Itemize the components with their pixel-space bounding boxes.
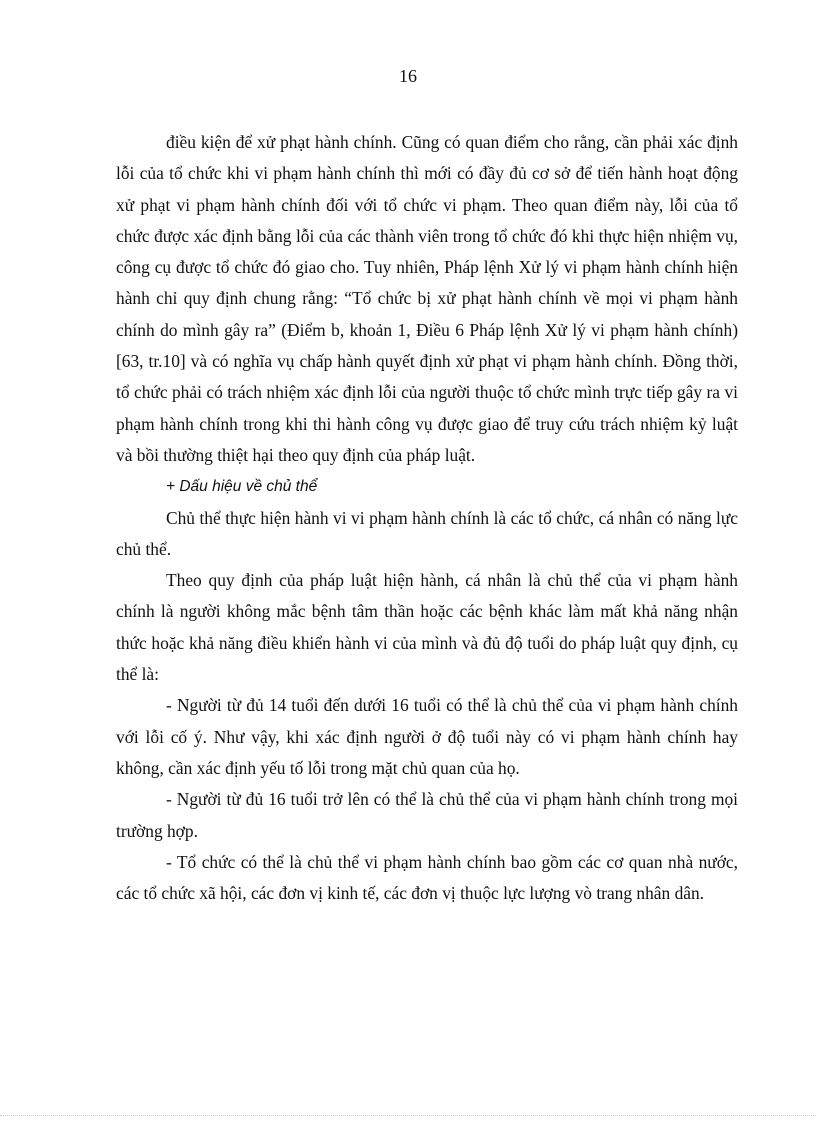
paragraph-subject-definition: Chủ thể thực hiện hành vi vi phạm hành chính là các tổ chức, cá nhân có năng lực chủ thể. xyxy=(116,507,738,559)
page-bottom-divider xyxy=(0,1115,816,1116)
paragraph-organization-fault: điều kiện để xử phạt hành chính. Cũng có quan điểm cho rằng, cần phải xác định lỗi của tổ chức khi vi phạm hành chính thì mới có đầy đủ cơ sở để tiến hành hoạt động xử phạt vi phạm hành chính đối với tổ chức vi phạm. Theo quan điểm này, lỗi của tổ chức được xác định bằng lỗi của các thành viên trong tổ chức đó khi thực hiện nhiệm vụ, công cụ được tổ chức đó giao cho. Tuy nhiên, Pháp lệnh Xử lý vi phạm hành chính hiện hành chỉ quy định chung rằng: “Tổ chức bị xử phạt hành chính về mọi vi phạm hành chính do mình gây ra” (Điểm b, khoản 1, Điều 6 Pháp lệnh Xử lý vi phạm hành chính) [63, tr.10] và có nghĩa vụ chấp hành quyết định xử phạt vi phạm hành chính. Đồng thời, tổ chức phải có trách nhiệm xác định lỗi của người thuộc tổ chức mình trực tiếp gây ra vi phạm hành chính trong khi thi hành công vụ được giao để truy cứu trách nhiệm kỷ luật và bồi thường thiệt hại theo quy định của pháp luật. xyxy=(116,132,738,465)
list-item-organization: - Tổ chức có thể là chủ thể vi phạm hành chính bao gồm các cơ quan nhà nước, các tổ chức xã hội, các đơn vị kinh tế, các đơn vị thuộc lực lượng vò trang nhân dân. xyxy=(116,851,738,904)
page-number: 16 xyxy=(399,66,417,86)
body-text xyxy=(116,127,738,909)
list-item-age-14-16: - Người từ đủ 14 tuổi đến dưới 16 tuổi có thể là chủ thể của vi phạm hành chính với lỗi cố ý. Như vậy, khi xác định người ở độ tuổi này có vi phạm hành chính hay không, cần xác định yếu tố lỗi trong mặt chủ quan của họ. xyxy=(116,695,738,778)
section-heading-subject: + Dấu hiệu về chủ thể xyxy=(166,478,318,496)
list-item-age-16-plus: - Người từ đủ 16 tuổi trở lên có thể là chủ thể của vi phạm hành chính trong mọi trường hợp. xyxy=(116,789,738,841)
paragraph-individual-subject: Theo quy định của pháp luật hiện hành, cá nhân là chủ thể của vi phạm hành chính là người không mắc bệnh tâm thần hoặc các bệnh khác làm mất khả năng nhận thức hoặc khả năng điều khiển hành vi của mình và đủ độ tuổi do pháp luật quy định, cụ thể là: xyxy=(116,570,738,685)
